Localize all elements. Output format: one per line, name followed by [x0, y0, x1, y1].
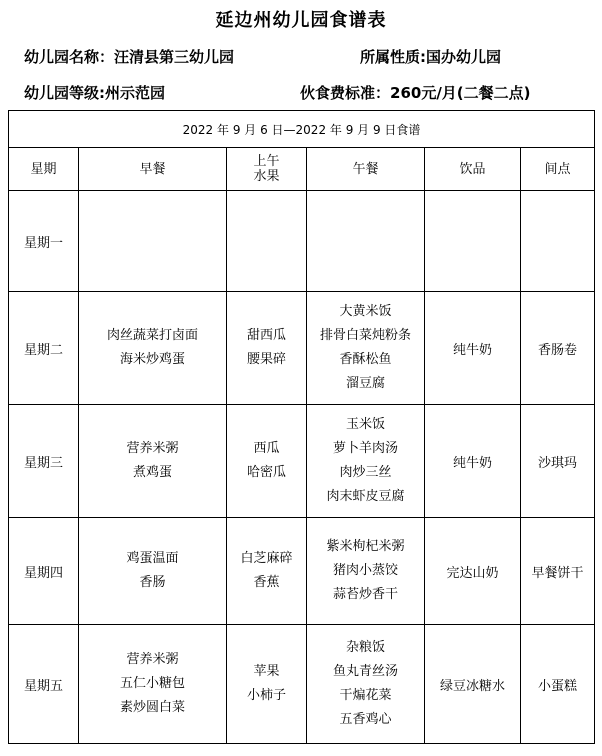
lunch-cell [307, 191, 425, 292]
menu-date-range: 2022 年 9 月 6 日—2022 年 9 月 9 日食谱 [9, 111, 595, 148]
snack-cell: 早餐饼干 [521, 518, 595, 625]
breakfast-item: 香肠 [139, 575, 166, 590]
fruit-item: 苹果 [253, 664, 280, 679]
lunch-item: 溜豆腐 [345, 376, 385, 391]
meal-fee [300, 82, 531, 103]
drink-cell: 完达山奶 [425, 518, 521, 625]
weekday-cell: 星期一 [9, 191, 79, 292]
lunch-item: 猪肉小蒸饺 [332, 563, 398, 578]
lunch-item: 排骨白菜炖粉条 [319, 328, 411, 343]
lunch-item: 肉末虾皮豆腐 [326, 489, 405, 504]
lunch-cell [307, 625, 425, 744]
lunch-cell [307, 405, 425, 518]
kindergarten-name-value: 汪清县第三幼儿园 [114, 48, 235, 66]
breakfast-item: 素炒圆白菜 [119, 700, 185, 715]
breakfast-item: 营养米粥 [126, 441, 179, 456]
kindergarten-type-label: 所属性质: [360, 48, 426, 66]
lunch-item: 五香鸡心 [339, 712, 392, 727]
snack-cell: 小蛋糕 [521, 625, 595, 744]
meal-fee-value: 260元/月(二餐二点) [390, 84, 531, 102]
lunch-cell [307, 292, 425, 405]
breakfast-cell [79, 292, 227, 405]
weekday-cell: 星期四 [9, 518, 79, 625]
fruit-cell [227, 518, 307, 625]
header-morning-fruit [227, 148, 307, 191]
drink-cell: 绿豆冰糖水 [425, 625, 521, 744]
kindergarten-name [24, 46, 234, 67]
lunch-item: 紫米枸杞米粥 [326, 539, 405, 554]
lunch-item: 萝卜羊肉汤 [332, 441, 398, 456]
breakfast-item: 肉丝蔬菜打卤面 [106, 328, 198, 343]
fruit-cell [227, 292, 307, 405]
header-lunch: 午餐 [307, 148, 425, 191]
header-snack: 间点 [521, 148, 595, 191]
table-row [9, 292, 595, 405]
lunch-cell [307, 518, 425, 625]
breakfast-item: 五仁小糖包 [119, 676, 185, 691]
lunch-item: 大黄米饭 [339, 304, 392, 319]
fruit-item: 哈密瓜 [246, 465, 286, 480]
drink-cell [425, 191, 521, 292]
meal-fee-label: 伙食费标准： [300, 84, 391, 102]
breakfast-item: 海米炒鸡蛋 [119, 352, 185, 367]
table-row [9, 191, 595, 292]
kindergarten-name-label: 幼儿园名称： [24, 48, 115, 66]
table-row [9, 518, 595, 625]
fruit-item: 西瓜 [253, 441, 280, 456]
breakfast-item: 营养米粥 [126, 652, 179, 667]
kindergarten-level-value: 州示范园 [105, 84, 166, 102]
breakfast-cell [79, 518, 227, 625]
breakfast-item: 煮鸡蛋 [132, 465, 172, 480]
fruit-item: 白芝麻碎 [240, 551, 293, 566]
breakfast-cell [79, 405, 227, 518]
lunch-item: 香酥松鱼 [339, 352, 392, 367]
fruit-cell [227, 405, 307, 518]
header-weekday: 星期 [9, 148, 79, 191]
lunch-item: 肉炒三丝 [339, 465, 392, 480]
lunch-item: 杂粮饭 [345, 640, 385, 655]
kindergarten-level [24, 82, 165, 103]
breakfast-item: 鸡蛋温面 [126, 551, 179, 566]
fruit-item: 腰果碎 [246, 352, 286, 367]
header-fruit-line1: 上午 [253, 154, 280, 169]
fruit-item: 甜西瓜 [246, 328, 286, 343]
table-row [9, 625, 595, 744]
snack-cell: 沙琪玛 [521, 405, 595, 518]
breakfast-cell [79, 625, 227, 744]
lunch-item: 鱼丸青丝汤 [332, 664, 398, 679]
page-title: 延边州幼儿园食谱表 [215, 10, 387, 31]
kindergarten-level-label: 幼儿园等级: [24, 84, 105, 102]
fruit-item: 小柿子 [246, 688, 286, 703]
lunch-item: 玉米饭 [345, 417, 385, 432]
weekday-cell: 星期五 [9, 625, 79, 744]
fruit-cell [227, 625, 307, 744]
snack-cell [521, 191, 595, 292]
kindergarten-type [360, 46, 501, 67]
menu-table [8, 110, 595, 744]
lunch-item: 干煸花菜 [339, 688, 392, 703]
drink-cell: 纯牛奶 [425, 405, 521, 518]
kindergarten-type-value: 国办幼儿园 [426, 48, 502, 66]
fruit-item: 香蕉 [253, 575, 280, 590]
header-breakfast: 早餐 [79, 148, 227, 191]
header-fruit-line2: 水果 [253, 169, 280, 184]
weekday-cell: 星期二 [9, 292, 79, 405]
drink-cell: 纯牛奶 [425, 292, 521, 405]
lunch-item: 蒜苔炒香干 [332, 587, 398, 602]
table-row [9, 405, 595, 518]
breakfast-cell [79, 191, 227, 292]
weekday-cell: 星期三 [9, 405, 79, 518]
snack-cell: 香肠卷 [521, 292, 595, 405]
header-drink: 饮品 [425, 148, 521, 191]
fruit-cell [227, 191, 307, 292]
